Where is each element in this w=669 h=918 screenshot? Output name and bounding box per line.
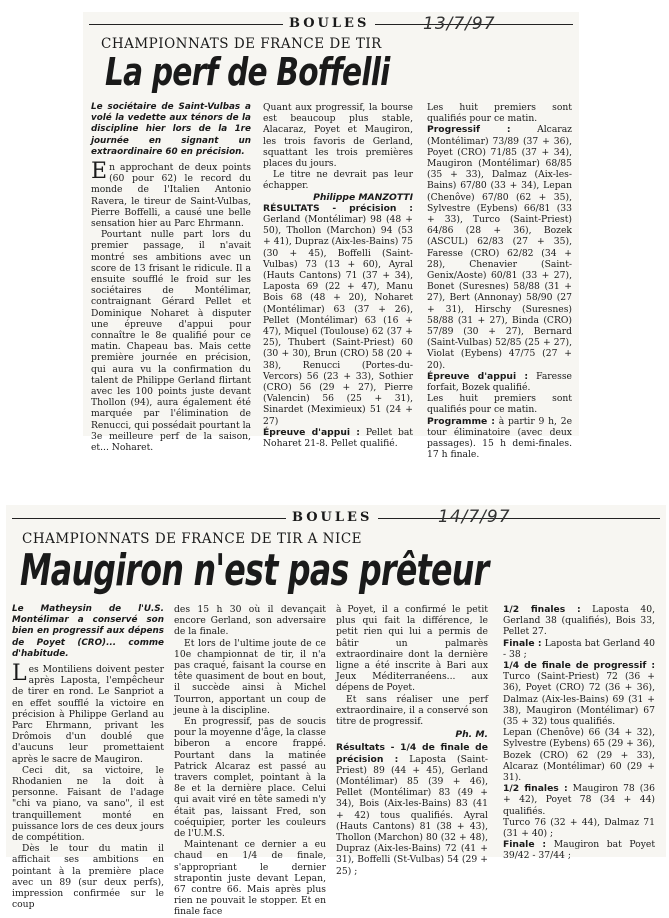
chapo: Le Matheysin de l'U.S. Montélimar a conservé son bien en progressif aux dépens de Poyet (CRO)... comme d'habitude.	[12, 604, 164, 659]
progressif-text: Alcaraz (Montélimar) 73/89 (37 + 36), Poyet (CRO) 71/85 (37 + 34), Maugiron (Montélimar) 68/85 (35 + 33), Dalmaz (Aix-les-Bains) 67/80 (33 + 34), Lepan (Chenôve) 67/80 (62 + 35), Sylvestre (Eybens) 66/81 (33 + 33), Turco (Saint-Priest) 64/86 (28 + 36), Bozek (ASCUL) 62/83 (27 + 35), Faresse (CRO) 62/82 (34 + 28), Chenavier (Saint-Genix/Aoste) 60/81 (33 + 27), Bonet (Suresnes) 58/88 (31 + 27), Bert (Annonay) 58/90 (27 + 31), Hirschy (Suresnes) 58/88 (31 + 27), Binda (CRO) 57/89 (30 + 27), Bernard (Saint-Vulbas) 52/85 (25 + 27), Violat (Eybens) 47/75 (27 + 20).	[427, 124, 573, 371]
chapo: Le sociétaire de Saint-Vulbas a volé la vedette aux ténors de la discipline hier lors de la 1re journée en signant un extraordinaire 60 en précision.	[91, 102, 251, 157]
demi-text-2: Turco 76 (32 + 44), Dalmaz 71 (31 + 40) ;	[503, 816, 655, 840]
clipping-2	[6, 505, 666, 918]
handwritten-date: 13/7/97	[423, 14, 496, 34]
column-3	[427, 102, 572, 461]
appui-label: Épreuve d'appui :	[427, 370, 529, 382]
paragraph: Les huit premiers sont qualifiés pour ce matin.	[427, 102, 572, 125]
finale-text: Maugiron bat Poyet 39/42 - 37/44 ;	[503, 839, 656, 862]
paragraph: Quant aux progressif, la bourse est beaucoup plus stable, Alacaraz, Poyet et Maugiron, les trois favoris de Gerland, squattant les trois premières places du jours.	[263, 102, 413, 170]
paragraph: n approchant de deux points (60 pour 62) le record du monde de l'Italien Antonio Ravera, le tireur de Saint-Vulbas, Pierre Boffelli, a causé une belle sensation hier au Parc Ehrmann.	[91, 162, 251, 230]
paragraph: Pourtant nulle part lors du premier passage, il n'avait montré ses ambitions avec un score de 13 frisant le ridicule. Il a ensuite soufflé le froid sur les sociétaires de Montélimar, contraignant Gérard Pellet et Dominique Noharet à disputer une épreuve d'appui pour connaître le 8e qualifié pour ce matin. Chapeau bas. Mais cette première journée en précision, qui aura vu la confirmation du talent de Philippe Gerland flirtant avec les 100 points juste devant Thollon (94), aura également été marquée par l'élimination de Renucci, qui possédait pourtant la 3e meilleure perf de la saison, et... Noharet.	[91, 229, 251, 454]
programme-text: à partir 9 h, 2e tour éliminatoire (avec deux passages). 15 h demi-finales. 17 h finale.	[427, 415, 573, 461]
paragraph: Le titre ne devrait pas leur échapper.	[263, 169, 413, 192]
demi-label: 1/2 finales :	[503, 604, 581, 615]
headline: Maugiron n'est pas prêteur	[20, 545, 489, 596]
column-3	[336, 604, 488, 877]
paragraph: Et sans réaliser une perf extraordinaire, il a conservé son titre de progressif.	[336, 693, 488, 728]
paragraph: Et lors de l'ultime joute de ce 10e championnat de tir, il n'a pas craqué, faisant la course en tête quasiment de bout en bout, il succède ainsi à Michel Tourron, apportant un coup de jeune à la discipline.	[174, 637, 326, 716]
dropcap: L	[12, 661, 27, 687]
paragraph: Dès le tour du matin il affichait ses ambitions en pointant à la première place avec un 89 (sur deux perfs), impression confirmée sur le coup	[12, 843, 164, 911]
column-4	[503, 604, 655, 862]
demi-label: 1/2 finales :	[503, 783, 568, 795]
finale-label: Finale :	[503, 839, 547, 851]
paragraph: à Poyet, il a confirmé le petit plus qui fait la différence, le petit rien qui lui a permis de bâtir un palmarès extraordinaire dont la dernière ligne a été inscrite à Bari aux Jeux Méditerranéens... aux dépens de Poyet.	[336, 604, 488, 694]
appui-text: Pellet bat Noharet 21-8. Pellet qualifié.	[263, 426, 413, 450]
signature: Ph. M.	[455, 729, 488, 741]
clipping-1	[83, 12, 579, 461]
results-label: RÉSULTATS - précision :	[263, 202, 413, 214]
handwritten-date: 14/7/97	[438, 507, 511, 527]
demi-text: Laposta 40, Gerland 38 (qualifiés), Bois 33, Pellet 27.	[503, 604, 655, 638]
rubric-row	[6, 509, 666, 527]
column-2	[263, 102, 413, 449]
paragraph: des 15 h 30 où il devançait encore Gerland, son adversaire de la finale.	[174, 604, 326, 638]
results-text: Gerland (Montélimar) 98 (48 + 50), Thollon (Marchon) 94 (53 + 41), Dupraz (Aix-les-Bains) 75 (30 + 45), Boffelli (Saint-Vulbas) 73 (13 + 60), Ayral (Hauts Cantons) 71 (37 + 34), Laposta 69 (22 + 47), Manu Bois 68 (48 + 20), Noharet (Montélimar) 63 (37 + 26), Pellet (Montélimar) 63 (16 + 47), Miquel (Toulouse) 62 (37 + 25), Thubert (Saint-Priest) 60 (30 + 30), Brun (CRO) 58 (20 + 38), Renucci (Portes-du-Vercors) 56 (23 + 33), Sothier (CRO) 56 (29 + 27), Pierre (Valencin) 56 (25 + 31), Sinardet (Meximieux) 51 (24 + 27)	[263, 214, 414, 427]
programme-label: Programme :	[427, 415, 495, 427]
kicker: CHAMPIONNATS DE FRANCE DE TIR A NICE	[22, 531, 363, 547]
column-2	[174, 604, 326, 918]
paragraph: Maintenant ce dernier a eu chaud en 1/4 de finale, s'appropriant le dernier strapontin juste devant Lepan, 67 contre 66. Mais après plus rien ne pouvait le stopper. Et en finale face	[174, 839, 326, 918]
paragraph: Les huit premiers sont qualifiés pour ce matin.	[427, 393, 572, 416]
headline: La perf de Boffelli	[105, 50, 390, 94]
dropcap: E	[91, 159, 108, 185]
demi-text: Maugiron 78 (36 + 42), Poyet 78 (34 + 44) qualifiés.	[503, 783, 655, 817]
column-1	[12, 604, 164, 910]
rubric-label: BOULES	[283, 15, 375, 33]
results-text: Laposta (Saint-Priest) 89 (44 + 45), Gerland (Montélimar) 85 (39 + 46), Pellet (Montélimar) 83 (49 + 34), Bois (Aix-les-Bains) 83 (41 + 42) tous qualifiés. Ayral (Hauts Cantons) 81 (38 + 43), Thollon (Marchon) 80 (32 + 48), Dupraz (Aix-les-Bains) 72 (41 + 31), Boffelli (St-Vulbas) 54 (29 + 25) ;	[336, 753, 489, 877]
results-label: Résultats - 1/4 de finale de précision :	[336, 742, 488, 765]
finale-label: Finale :	[503, 637, 542, 649]
appui-text: Faresse forfait, Bozek qualifié.	[427, 370, 572, 394]
paragraph: es Montiliens doivent pester après Laposta, l'empêcheur de tirer en rond. Le Sanpriot a en effet soufflé la victoire en précision à Philippe Gerland au Parc Ehrmann, privant les Drômois d'un doublé que d'aucuns leur promettaient après le sacre de Maugiron.	[12, 664, 164, 765]
paragraph: En progressif, pas de soucis pour la moyenne d'âge, la classe biberon a encore frappé. Pourtant dans la matinée Patrick Alcaraz est passé au travers complet, pointant à la 8e et la dernière place. Celui qui avait viré en tête samedi n'y était pas, laissant Fred, son coéquipier, porter les couleurs de l'U.M.S.	[174, 716, 326, 840]
kicker: CHAMPIONNATS DE FRANCE DE TIR	[101, 36, 382, 52]
rubric-row	[83, 15, 579, 33]
appui-label: Épreuve d'appui :	[263, 426, 360, 438]
column-1	[91, 102, 251, 453]
quart-label: 1/4 de finale de progressif :	[503, 660, 655, 672]
progressif-label: Progressif :	[427, 124, 511, 136]
quart-text-2: Lepan (Chenôve) 66 (34 + 32), Sylvestre (Eybens) 65 (29 + 36), Bozek (CRO) 62 (29 + 33), Alcaraz (Montélimar) 60 (29 + 31).	[503, 727, 655, 784]
paragraph: Ceci dit, sa victoire, le Rhodanien ne la doit à personne. Faisant de l'adage "chi va piano, va sano", il est tranquillement monté en puissance lors de ces deux jours de compétition.	[12, 764, 164, 844]
signature: Philippe MANZOTTI	[313, 191, 413, 203]
rubric-label: BOULES	[286, 509, 378, 527]
quart-text: Turco (Saint-Priest) 72 (36 + 36), Poyet (CRO) 72 (36 + 36), Dalmaz (Aix-les-Bains) 69 (31 + 38), Maugiron (Montélimar) 67 (35 + 32) tous qualifiés.	[503, 671, 655, 728]
finale-text: Laposta bat Gerland 40 - 38 ;	[503, 637, 656, 660]
